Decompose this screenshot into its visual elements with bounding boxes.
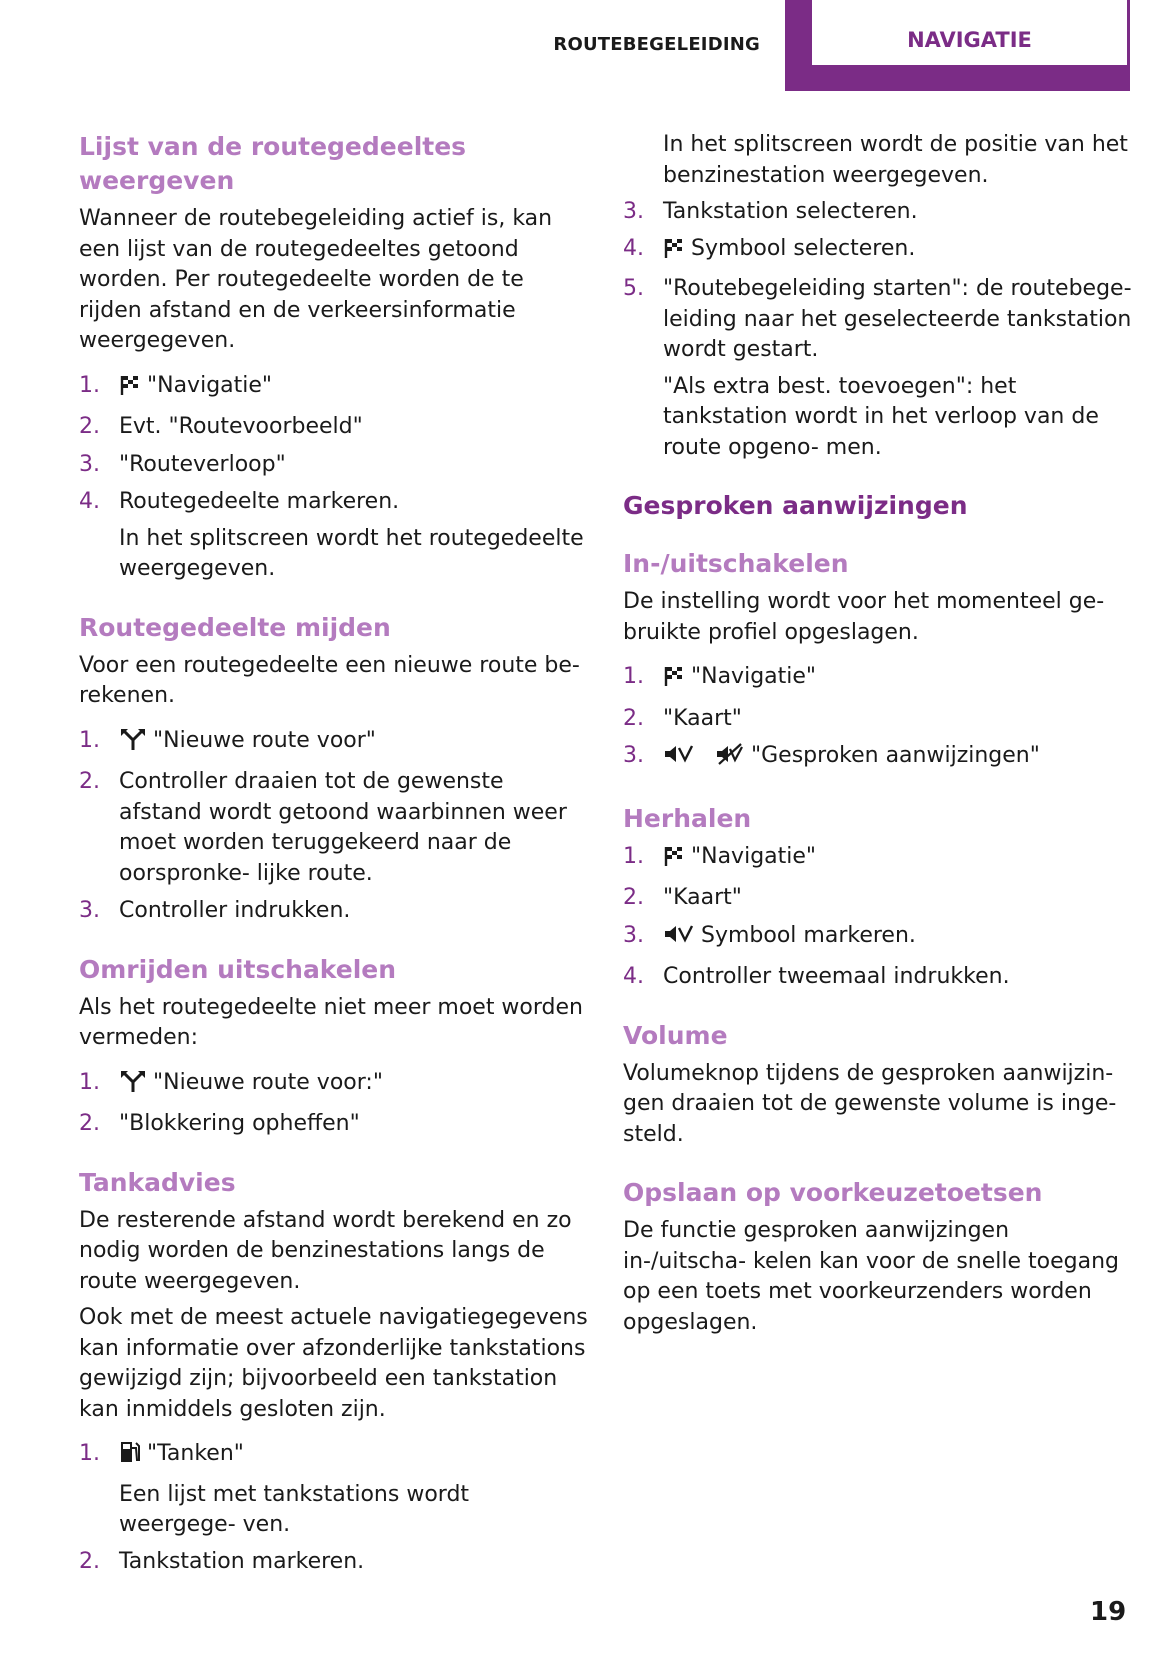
list-item: 3. Symbool markeren. <box>623 921 1133 956</box>
list-item: 1. "Navigatie" <box>79 371 589 406</box>
fuel-advice-note: Een lijst met tankstations wordt weergege- ven. <box>119 1481 470 1537</box>
heading-avoid-segment: Routegedeelte mijden <box>79 612 391 642</box>
list-item: 2. Tankstation markeren. <box>79 1548 365 1574</box>
navigation-flag-icon <box>663 665 685 697</box>
list-item: 3. "Gesproken aanwijzingen" <box>623 741 1133 776</box>
heading-fuel-advice: Tankadvies <box>79 1167 236 1197</box>
heading-presets: Opslaan op voorkeuzetoetsen <box>623 1178 1043 1207</box>
header-chapter-label: NAVIGATIE <box>907 28 1032 52</box>
navigation-flag-icon <box>663 845 685 877</box>
repeat-steps <box>623 842 1133 993</box>
toggle-intro: De instelling wordt voor het momenteel ge- bruikte profiel opgeslagen. <box>623 589 1105 645</box>
list-item: 2. Controller draaien tot de gewenste afstand wordt getoond waarbinnen weer moet worden teruggekeerd naar de oorspronke- lijke route. <box>79 769 567 886</box>
left-column <box>79 130 589 1577</box>
disable-detour-steps <box>79 1068 589 1140</box>
fuel-select-steps <box>623 197 1133 366</box>
heading-disable-detour: Omrijden uitschakelen <box>79 954 397 984</box>
route-list-note: In het splitscreen wordt het routegedeelte weergegeven. <box>119 525 584 581</box>
heading-volume: Volume <box>623 1020 728 1050</box>
add-stop-note: "Als extra best. toevoegen": het tankstation wordt in het verloop van de route opgeno- men. <box>663 373 1099 460</box>
route-list-intro: Wanneer de routebegeleiding actief is, kan een lijst van de routegedeeltes getoond worden. Per routegedeelte worden de te rijden afstand en de verkeersinformatie weergegeven. <box>79 206 553 353</box>
volume-body: Volumeknop tijdens de gesproken aanwijzin- gen draaien tot de gewenste volume is inge- steld. <box>623 1060 1117 1147</box>
list-item: 1. "Nieuwe route voor:" <box>79 1068 589 1103</box>
fuel-advice-body-2: Ook met de meest actuele navigatiegegevens kan informatie over afzonderlijke tankstations gewijzigd zijn; bijvoorbeeld een tankstation kan inmiddels gesloten zijn. <box>79 1305 588 1422</box>
fuel-pump-icon <box>119 1440 141 1474</box>
route-list-steps <box>79 371 589 518</box>
header-chapter-tab <box>785 0 1130 91</box>
list-item: 2. "Kaart" <box>623 705 742 731</box>
navigation-flag-icon <box>663 237 685 269</box>
heading-repeat: Herhalen <box>623 803 752 833</box>
list-item: 3. "Routeverloop" <box>79 451 286 477</box>
fuel-advice-steps <box>79 1439 589 1474</box>
header-section-title: ROUTEBEGELEIDING <box>553 34 760 55</box>
list-item: 2. "Blokkering opheffen" <box>79 1111 360 1136</box>
detour-icon <box>119 727 147 761</box>
right-column <box>623 130 1133 1338</box>
list-item: 3. Controller indrukken. <box>79 898 351 923</box>
detour-icon <box>119 1069 147 1103</box>
avoid-segment-steps <box>79 726 589 927</box>
voice-on-icon <box>663 742 695 776</box>
avoid-segment-intro: Voor een routegedeelte een nieuwe route be- rekenen. <box>79 652 580 708</box>
list-item: 1. "Navigatie" <box>623 662 1133 697</box>
disable-detour-intro: Als het routegedeelte niet meer moet worden vermeden: <box>79 994 583 1050</box>
list-item: 3. Tankstation selecteren. <box>623 199 918 224</box>
list-item: 4. Symbool selecteren. <box>623 234 1133 269</box>
list-item: 4. Routegedeelte markeren. <box>79 489 400 514</box>
fuel-advice-body-1: De resterende afstand wordt berekend en zo nodig worden de benzinestations langs de route weergegeven. <box>79 1207 572 1294</box>
fuel-advice-steps-cont <box>79 1547 589 1578</box>
presets-body: De functie gesproken aanwijzingen in-/uitscha- kelen kan voor de snelle toegang op een toets met voorkeurzenders worden opgeslagen. <box>623 1218 1119 1335</box>
list-item: 4. Controller tweemaal indrukken. <box>623 964 1010 989</box>
list-item: 2. "Kaart" <box>623 885 742 910</box>
voice-off-icon <box>715 742 745 776</box>
navigation-flag-icon <box>119 374 141 406</box>
list-item: 2. Evt. "Routevoorbeeld" <box>79 414 363 439</box>
fuel-position-note: In het splitscreen wordt de positie van het benzinestation weergegeven. <box>663 132 1128 188</box>
toggle-steps <box>623 662 1133 776</box>
list-item: 1. "Navigatie" <box>623 842 1133 877</box>
voice-on-icon <box>663 922 695 956</box>
heading-voice-guidance: Gesproken aanwijzingen <box>623 491 968 520</box>
heading-toggle: In-/uitschakelen <box>623 549 849 578</box>
heading-route-list: Lijst van de routegedeeltes weergeven <box>79 132 467 195</box>
list-item: 5. "Routebegeleiding starten": de routebege- leiding naar het geselecteerde tankstation wordt gestart. <box>623 276 1132 362</box>
list-item: 1. "Tanken" <box>79 1439 589 1474</box>
page-number: 19 <box>1090 1597 1127 1627</box>
list-item: 1. "Nieuwe route voor" <box>79 726 589 761</box>
